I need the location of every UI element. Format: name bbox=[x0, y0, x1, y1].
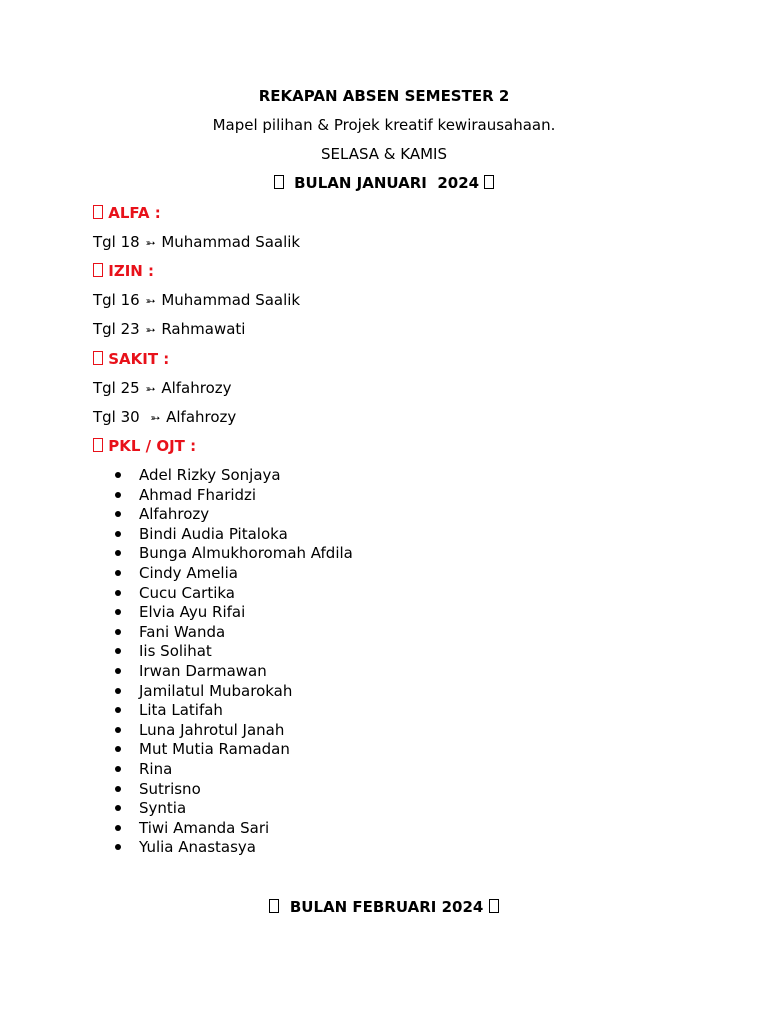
student-name: Adel Rizky Sonjaya bbox=[139, 466, 281, 484]
list-item bbox=[0, 603, 353, 623]
list-item bbox=[0, 662, 353, 682]
bullet-icon bbox=[115, 492, 121, 498]
arrow-icon: ➳ bbox=[145, 382, 156, 396]
schedule-days: SELASA & KAMIS bbox=[321, 145, 447, 163]
student-name: Fani Wanda bbox=[139, 622, 226, 641]
entry-date: Tgl 25 bbox=[93, 379, 140, 397]
bullet-icon bbox=[115, 786, 121, 792]
bullet-icon bbox=[115, 844, 121, 850]
student-name: Irwan Darmawan bbox=[139, 661, 267, 680]
entry-date: Tgl 30 bbox=[93, 408, 145, 426]
pkl-student-list bbox=[0, 466, 353, 858]
box-glyph-icon bbox=[489, 899, 499, 913]
entry-name: Muhammad Saalik bbox=[161, 233, 301, 251]
student-name: Alfahrozy bbox=[139, 505, 210, 524]
list-item bbox=[0, 799, 353, 819]
student-name: Tiwi Amanda Sari bbox=[139, 818, 270, 837]
entry-date: Tgl 16 bbox=[93, 291, 140, 309]
box-glyph-icon bbox=[484, 175, 494, 189]
student-name: Luna Jahrotul Janah bbox=[139, 720, 285, 739]
section-label: PKL / OJT : bbox=[108, 437, 197, 455]
arrow-icon: ➳ bbox=[145, 323, 156, 337]
list-item bbox=[0, 740, 353, 760]
box-glyph-icon bbox=[93, 351, 103, 365]
attendance-entry bbox=[93, 291, 300, 309]
attendance-entry bbox=[93, 233, 300, 251]
arrow-icon: ➳ bbox=[145, 236, 156, 250]
student-name: Elvia Ayu Rifai bbox=[139, 603, 246, 622]
student-name: Cucu Cartika bbox=[139, 583, 235, 602]
month-heading-january bbox=[0, 174, 768, 192]
list-item bbox=[0, 505, 353, 525]
student-name: Ahmad Fharidzi bbox=[139, 485, 257, 504]
bullet-icon bbox=[115, 590, 121, 596]
bullet-icon bbox=[115, 766, 121, 772]
section-heading-alfa bbox=[93, 204, 161, 222]
list-item bbox=[0, 525, 353, 545]
list-item bbox=[0, 466, 353, 486]
list-item bbox=[0, 682, 353, 702]
list-item bbox=[0, 721, 353, 741]
list-item bbox=[0, 838, 353, 858]
entry-date: Tgl 23 bbox=[93, 320, 140, 338]
student-name: Sutrisno bbox=[139, 779, 201, 798]
section-heading-sakit bbox=[93, 350, 169, 368]
box-glyph-icon bbox=[93, 438, 103, 452]
list-item bbox=[0, 780, 353, 800]
bullet-icon bbox=[115, 511, 121, 517]
list-item bbox=[0, 701, 353, 721]
section-label: SAKIT : bbox=[108, 350, 170, 368]
attendance-entry bbox=[93, 320, 245, 338]
bullet-icon bbox=[115, 668, 121, 674]
section-heading-pkl bbox=[93, 437, 196, 455]
list-item bbox=[0, 642, 353, 662]
bullet-icon bbox=[115, 805, 121, 811]
box-glyph-icon bbox=[274, 175, 284, 189]
bullet-icon bbox=[115, 629, 121, 635]
section-heading-izin bbox=[93, 262, 154, 280]
entry-name: Rahmawati bbox=[161, 320, 246, 338]
bullet-icon bbox=[115, 570, 121, 576]
bullet-icon bbox=[115, 550, 121, 556]
month-label: BULAN JANUARI 2024 bbox=[294, 174, 480, 192]
bullet-icon bbox=[115, 472, 121, 478]
student-name: Bindi Audia Pitaloka bbox=[139, 524, 288, 543]
bullet-icon bbox=[115, 609, 121, 615]
list-item bbox=[0, 486, 353, 506]
month-heading-february bbox=[0, 898, 768, 916]
student-name: Yulia Anastasya bbox=[139, 838, 256, 857]
bullet-icon bbox=[115, 648, 121, 654]
arrow-icon: ➳ bbox=[150, 411, 161, 425]
document-subtitle: Mapel pilihan & Projek kreatif kewirausahaan. bbox=[212, 116, 556, 134]
entry-name: Alfahrozy bbox=[166, 408, 237, 426]
box-glyph-icon bbox=[269, 899, 279, 913]
student-name: Bunga Almukhoromah Afdila bbox=[139, 544, 353, 563]
list-item bbox=[0, 544, 353, 564]
list-item bbox=[0, 623, 353, 643]
student-name: Jamilatul Mubarokah bbox=[139, 681, 293, 700]
attendance-entry bbox=[93, 379, 232, 397]
attendance-entry bbox=[93, 408, 236, 426]
entry-name: Muhammad Saalik bbox=[161, 291, 301, 309]
student-name: Iis Solihat bbox=[139, 642, 212, 661]
student-name: Syntia bbox=[139, 799, 187, 818]
student-name: Cindy Amelia bbox=[139, 563, 238, 582]
box-glyph-icon bbox=[93, 205, 103, 219]
section-label: ALFA : bbox=[108, 204, 161, 222]
student-name: Mut Mutia Ramadan bbox=[139, 740, 290, 759]
box-glyph-icon bbox=[93, 263, 103, 277]
bullet-icon bbox=[115, 688, 121, 694]
bullet-icon bbox=[115, 727, 121, 733]
document-title: REKAPAN ABSEN SEMESTER 2 bbox=[258, 87, 510, 105]
list-item bbox=[0, 760, 353, 780]
arrow-icon: ➳ bbox=[145, 294, 156, 308]
section-label: IZIN : bbox=[108, 262, 155, 280]
entry-name: Alfahrozy bbox=[161, 379, 232, 397]
list-item bbox=[0, 584, 353, 604]
bullet-icon bbox=[115, 746, 121, 752]
bullet-icon bbox=[115, 825, 121, 831]
bullet-icon bbox=[115, 531, 121, 537]
student-name: Rina bbox=[139, 759, 173, 778]
entry-date: Tgl 18 bbox=[93, 233, 140, 251]
month-label: BULAN FEBRUARI 2024 bbox=[289, 898, 484, 916]
bullet-icon bbox=[115, 707, 121, 713]
list-item bbox=[0, 819, 353, 839]
list-item bbox=[0, 564, 353, 584]
student-name: Lita Latifah bbox=[139, 701, 223, 720]
